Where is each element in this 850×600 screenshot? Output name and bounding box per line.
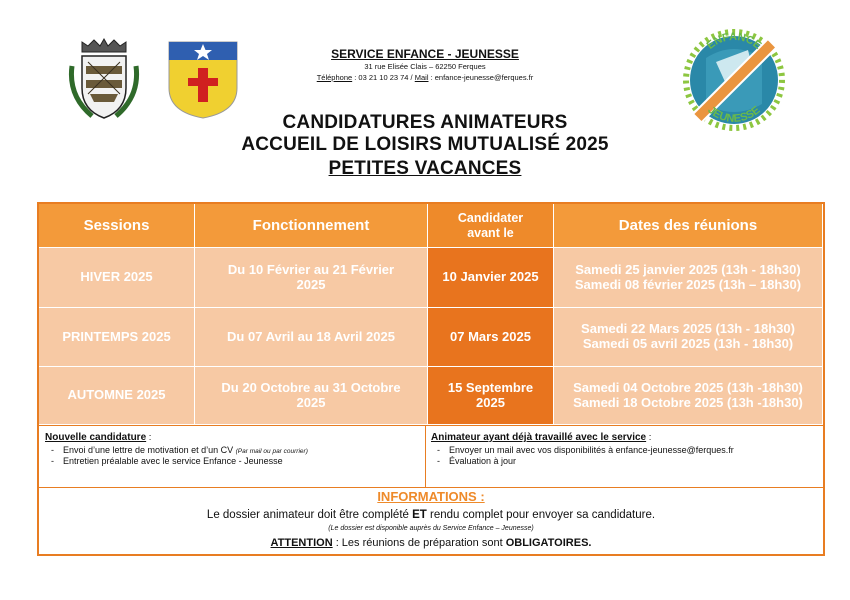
informations-body <box>39 509 823 521</box>
nouvelle-candidature-block <box>45 432 425 467</box>
header-sessions: Sessions <box>39 204 195 248</box>
table-row-deadline: 15 Septembre 2025 <box>428 367 554 425</box>
ancien-item-2: Évaluation à jour <box>449 456 517 466</box>
info-body-b: ET <box>412 509 427 521</box>
mail-label: Mail <box>414 73 429 82</box>
table-row-reunions: Samedi 25 janvier 2025 (13h - 18h30) Samedi 08 février 2025 (13h – 18h30) <box>554 248 823 308</box>
animateur-ancien-block <box>431 432 821 467</box>
animateur-ancien-title: Animateur ayant déjà travaillé avec le service <box>431 432 647 443</box>
informations-title: INFORMATIONS : <box>377 489 485 504</box>
attention-end: OBLIGATOIRES. <box>505 537 592 549</box>
service-address: 31 rue Elisée Clais – 62250 Ferques <box>364 62 486 71</box>
candidature-info-row <box>39 425 823 488</box>
phone-label: Téléphone <box>316 73 353 82</box>
sessions-grid <box>39 204 823 425</box>
ancien-item-1: Envoyer un mail avec vos disponibilités à enfance-jeunesse@ferques.fr <box>449 445 734 455</box>
attention-label: ATTENTION <box>270 537 333 549</box>
table-row-fonctionnement: Du 10 Février au 21 Février 2025 <box>195 248 428 308</box>
informations-note: (Le dossier est disponible auprès du Service Enfance – Jeunesse) <box>328 525 534 532</box>
table-row-reunions: Samedi 22 Mars 2025 (13h - 18h30) Samedi 05 avril 2025 (13h - 18h30) <box>554 308 823 367</box>
mail-value: : enfance-jeunesse@ferques.fr <box>428 73 534 82</box>
title-candidatures: CANDIDATURES ANIMATEURS <box>282 112 568 133</box>
list-item <box>63 445 425 455</box>
list-item <box>449 445 821 455</box>
logo-text-bottom: JEUNESSE <box>705 104 763 126</box>
informations-block <box>39 489 823 549</box>
table-row-session: PRINTEMPS 2025 <box>39 308 195 367</box>
header-fonctionnement: Fonctionnement <box>195 204 428 248</box>
table-row-fonctionnement: Du 20 Octobre au 31 Octobre 2025 <box>195 367 428 425</box>
service-title: SERVICE ENFANCE - JEUNESSE <box>331 47 519 61</box>
table-row-deadline: 10 Janvier 2025 <box>428 248 554 308</box>
nouvelle-candidature-title: Nouvelle candidature <box>45 432 147 443</box>
nouvelle-item-1: Envoi d’une lettre de motivation et d’un CV <box>63 445 236 455</box>
nouvelle-colon: : <box>146 432 152 443</box>
ferques-crest-logo <box>62 36 146 124</box>
svg-text:JEUNESSE <box>705 104 762 125</box>
nouvelle-item-2: Entretien préalable avec le service Enfance - Jeunesse <box>63 456 283 466</box>
table-row-reunions: Samedi 04 Octobre 2025 (13h -18h30) Samedi 18 Octobre 2025 (13h -18h30) <box>554 367 823 425</box>
list-item <box>449 456 821 466</box>
info-body-c: rendu complet pour envoyer sa candidature. <box>426 509 656 521</box>
table-row-deadline: 07 Mars 2025 <box>428 308 554 367</box>
table-row-session: AUTOMNE 2025 <box>39 367 195 425</box>
header-candidater: Candidater avant le <box>428 204 554 248</box>
logo-text-top: ENFANCE <box>704 30 764 52</box>
attention-line <box>39 537 823 549</box>
list-item <box>63 456 425 466</box>
attention-text: : Les réunions de préparation sont <box>332 537 506 549</box>
column-divider <box>425 426 426 487</box>
nouvelle-item-1-note: (Par mail ou par courrier) <box>235 448 308 455</box>
sessions-table <box>37 202 825 556</box>
coat-of-arms-cross-logo <box>167 40 239 120</box>
info-body-a: Le dossier animateur doit être complété <box>206 509 413 521</box>
phone-value: : 03 21 10 23 74 / <box>352 73 415 82</box>
service-contact <box>250 73 600 82</box>
svg-text:ENFANCE <box>705 31 764 52</box>
header-reunions: Dates des réunions <box>554 204 823 248</box>
ancien-colon: : <box>646 432 652 443</box>
table-row-fonctionnement: Du 07 Avril au 18 Avril 2025 <box>195 308 428 367</box>
title-accueil: ACCUEIL DE LOISIRS MUTUALISÉ 2025 <box>241 134 609 155</box>
table-row-session: HIVER 2025 <box>39 248 195 308</box>
title-petites-vacances: PETITES VACANCES <box>328 158 522 179</box>
